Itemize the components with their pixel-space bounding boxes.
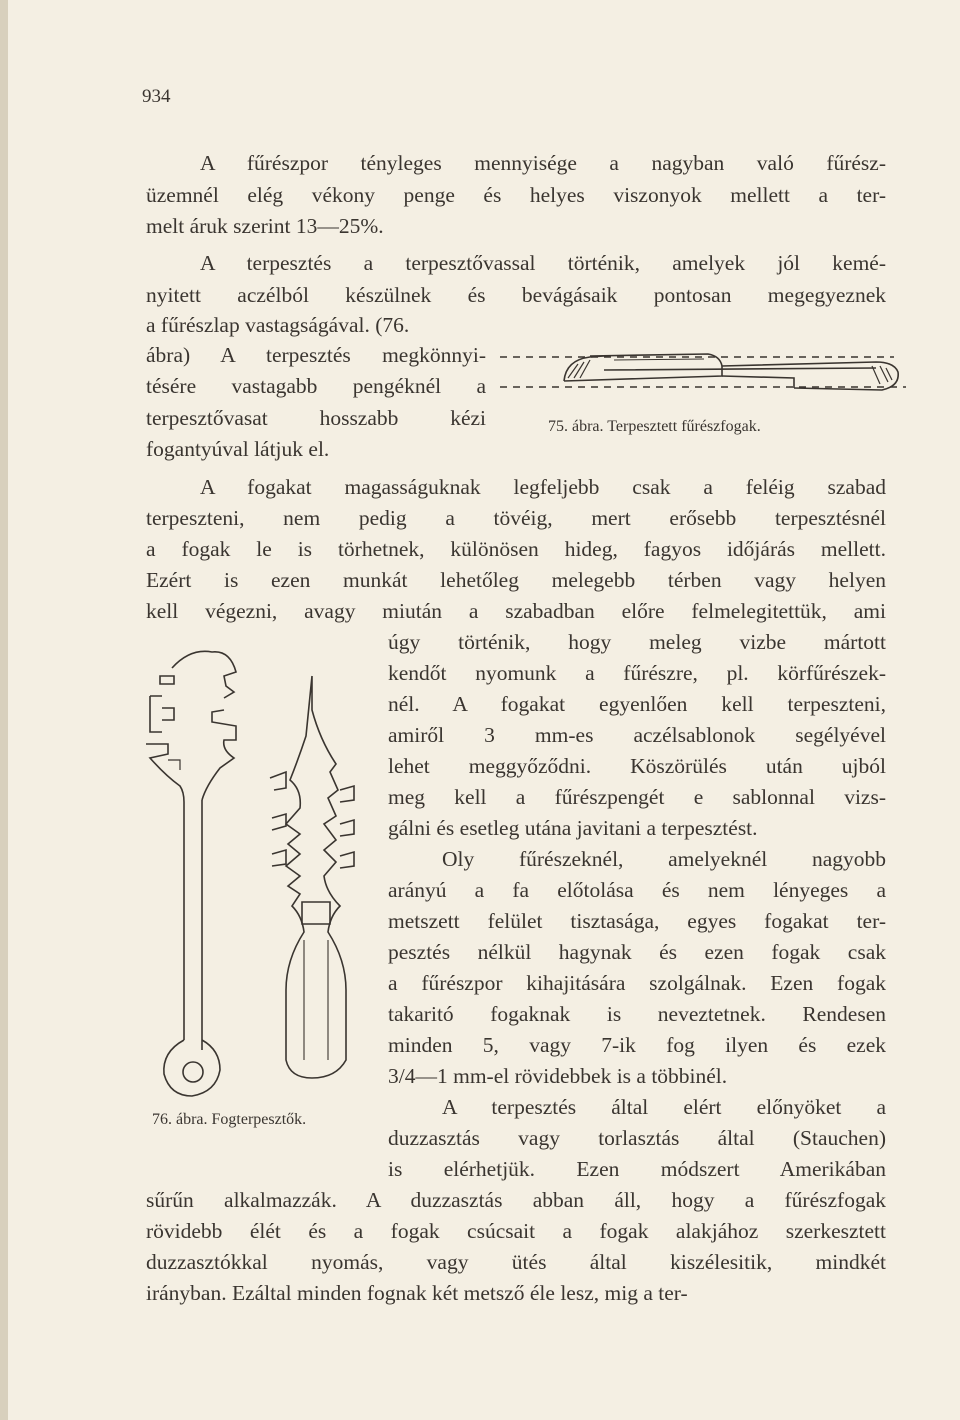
text-line: rövidebb élét és a fogak csúcsait a fogak alakjához szerkesztett: [146, 1219, 886, 1243]
text-line: sűrűn alkalmazzák. A duzzasztás abban áll, hogy a fűrészfogak: [146, 1188, 886, 1212]
text-line: is elérhetjük. Ezen módszert Amerikában: [388, 1157, 886, 1181]
text-line: Oly fűrészeknél, amelyeknél nagyobb: [442, 847, 886, 871]
text-line: nél. A fogakat egyenlően kell terpeszteni,: [388, 692, 886, 716]
text-line: lehet meggyőződni. Köszörülés után ujból: [388, 754, 886, 778]
text-line: a fogak le is törhetnek, különösen hideg, fagyos időjárás mellett.: [146, 537, 886, 561]
text-line: arányú a fa előtolása és nem lényeges a: [388, 878, 886, 902]
text-line: A fogakat magasságuknak legfeljebb csak a feléig szabad: [200, 475, 886, 499]
text-line: takaritó fogaknak is neveztetnek. Rendesen: [388, 1002, 886, 1026]
text-line: meg kell a fűrészpengét e sablonnal vizs-: [388, 785, 886, 809]
text-line: ábra) A terpesztés megkönnyi-: [146, 343, 486, 367]
text-line: a fűrészpor kihajitására szolgálnak. Ezen fogak: [388, 971, 886, 995]
text-line: terpeszteni, nem pedig a tövéig, mert erősebb terpesztésnél: [146, 506, 886, 530]
text-line: kell végezni, avagy miután a szabadban előre felmelegitettük, ami: [146, 599, 886, 623]
text-line: üzemnél elég vékony penge és helyes viszonyok mellett a ter-: [146, 183, 886, 207]
figure-76-setting-tools: [140, 640, 380, 1100]
page-edge: [0, 0, 8, 1420]
text-line: fogantyúval látjuk el.: [146, 437, 330, 461]
text-line: irányban. Ezáltal minden fognak két metsző éle lesz, mig a ter-: [146, 1281, 688, 1305]
text-line: a fűrészlap vastagságával. (76.: [146, 313, 410, 337]
page-number: 934: [142, 86, 171, 107]
text-line: úgy történik, hogy meleg vizbe mártott: [388, 630, 886, 654]
text-line: nyitett aczélból készülnek és bevágásaik pontosan megegyeznek: [146, 283, 886, 307]
text-line: kendőt nyomunk a fűrészre, pl. körfűrészek-: [388, 661, 886, 685]
text-line: melt áruk szerint 13—25%.: [146, 214, 384, 238]
figure-75-saw-teeth: [494, 338, 906, 408]
figure-76-caption: 76. ábra. Fogterpesztők.: [152, 1111, 307, 1128]
text-line: amiről 3 mm-es aczélsablonok segélyével: [388, 723, 886, 747]
text-line: duzzasztókkal nyomás, vagy ütés által kiszélesitik, mindkét: [146, 1250, 886, 1274]
text-line: A fűrészpor tényleges mennyisége a nagyban való fűrész-: [200, 151, 886, 175]
text-line: A terpesztés a terpesztővassal történik, amelyek jól kemé-: [200, 251, 886, 275]
text-line: A terpesztés által elért előnyöket a: [442, 1095, 886, 1119]
text-line: metszett felület tisztasága, egyes fogakat ter-: [388, 909, 886, 933]
text-line: duzzasztás vagy torlasztás által (Stauchen): [388, 1126, 886, 1150]
figure-75-caption: 75. ábra. Terpesztett fűrészfogak.: [548, 418, 761, 435]
text-line: 3/4—1 mm-el rövidebbek is a többinél.: [388, 1064, 728, 1088]
text-line: Ezért is ezen munkát lehetőleg melegebb térben vagy helyen: [146, 568, 886, 592]
text-line: terpesztővasat hosszabb kézi: [146, 406, 486, 430]
text-line: tésére vastagabb pengéknél a: [146, 374, 486, 398]
text-line: gálni és esetleg utána javitani a terpesztést.: [388, 816, 758, 840]
text-line: pesztés nélkül hagynak és ezen fogak csak: [388, 940, 886, 964]
text-line: minden 5, vagy 7-ik fog ilyen és ezek: [388, 1033, 886, 1057]
